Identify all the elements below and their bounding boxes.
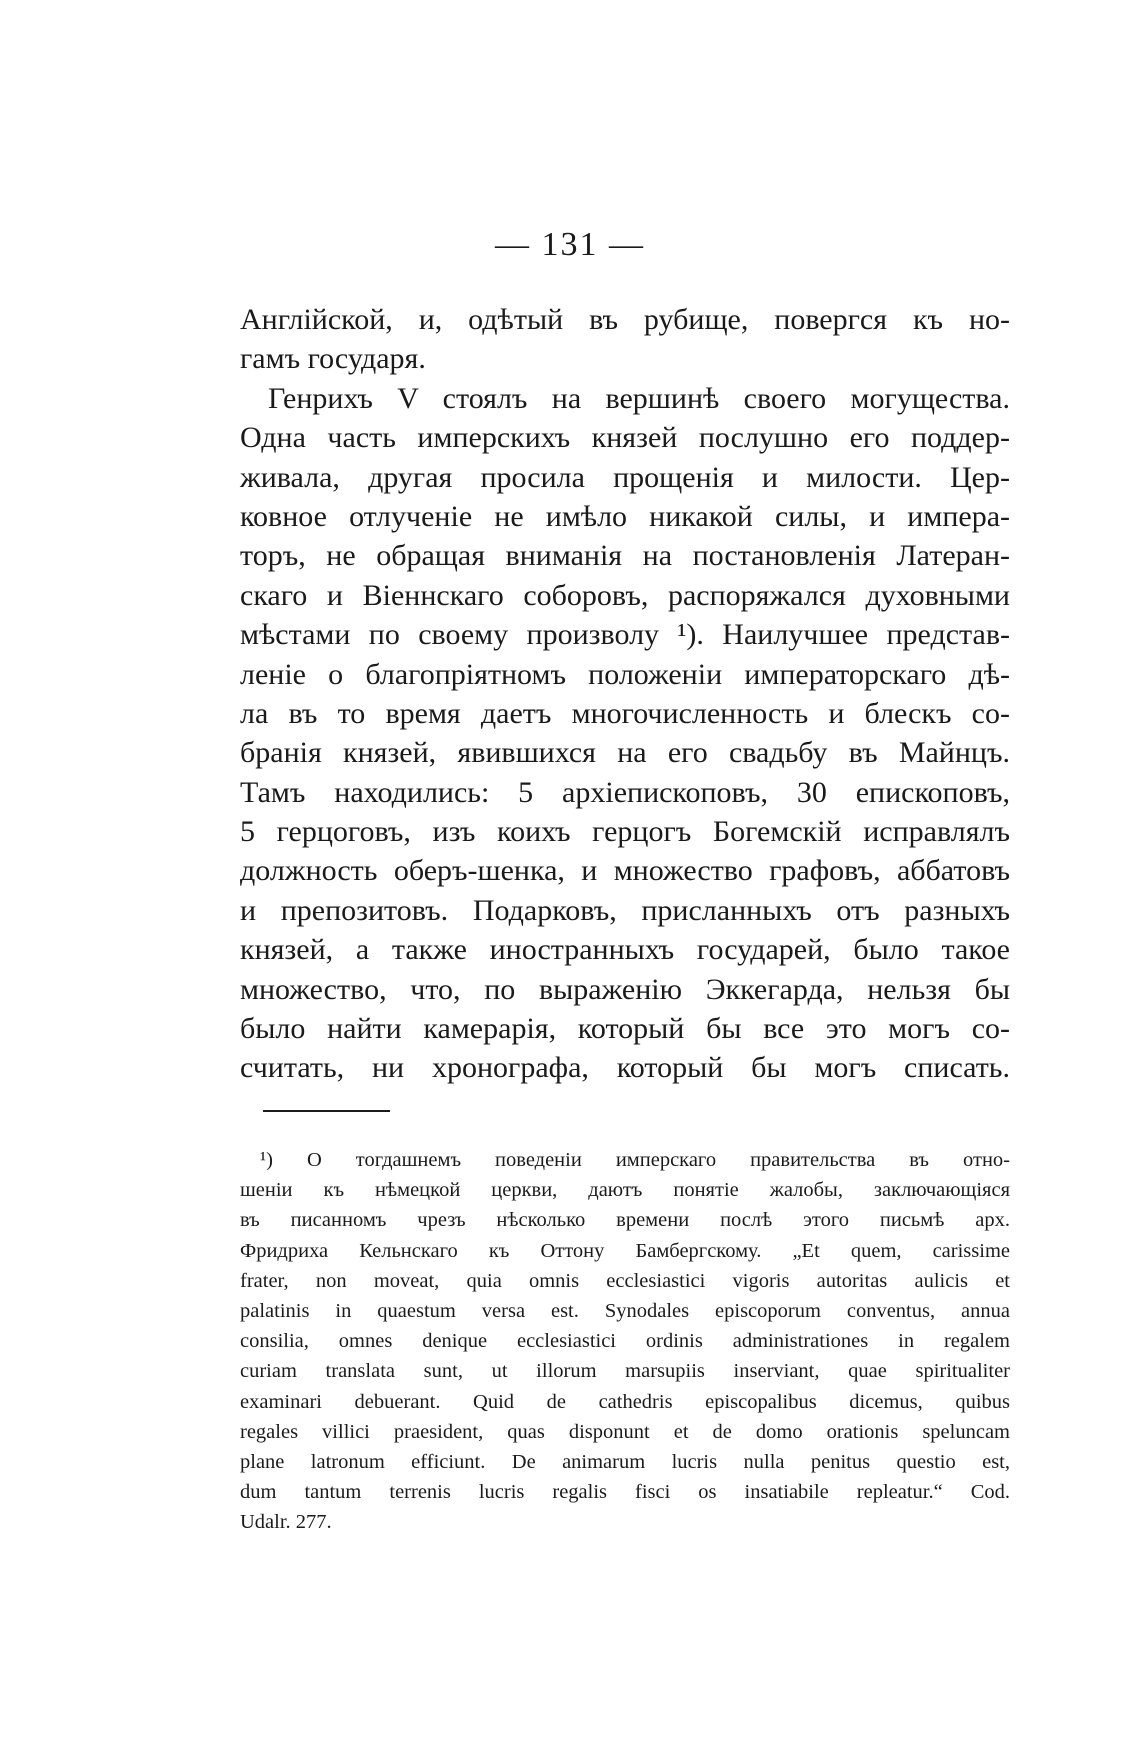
- text-line: бранія князей, явившихся на его свадьбу въ Майнцъ.: [240, 736, 1010, 770]
- text-line: Одна часть имперскихъ князей послушно его поддер-: [240, 421, 1010, 455]
- text-line: леніе о благопріятномъ положеніи императорскаго дѣ-: [240, 657, 1010, 691]
- footnote-line: consilia, omnes denique ecclesiastici ordinis administrationes in regalem: [240, 1330, 1010, 1353]
- text-line: Тамъ находились: 5 архіепископовъ, 30 епископовъ,: [240, 775, 1010, 809]
- footnote-line: curiam translata sunt, ut illorum marsupiis inserviant, quae spiritualiter: [240, 1360, 1010, 1383]
- footnote-line: plane latronum efficiunt. De animarum lucris nulla penitus questio est,: [240, 1450, 1010, 1473]
- text-line: торъ, не обращая вниманія на постановленія Латеран-: [240, 539, 1010, 573]
- text-line: 5 герцоговъ, изъ коихъ герцогъ Богемскій исправлялъ: [240, 815, 1010, 849]
- text-line: ковное отлученіе не имѣло никакой силы, и импера-: [240, 499, 1010, 533]
- footnote: [240, 1145, 1010, 1537]
- text-line: должность оберъ-шенка, и множество графовъ, аббатовъ: [240, 854, 1010, 888]
- text-line: и препозитовъ. Подарковъ, присланныхъ отъ разныхъ: [240, 893, 1010, 927]
- text-line: множество, что, по выраженію Эккегарда, нельзя бы: [240, 972, 1010, 1006]
- footnote-line: ¹) О тогдашнемъ поведеніи имперскаго правительства въ отно-: [260, 1149, 1010, 1171]
- page-number: — 131 —: [495, 226, 645, 263]
- text-line: князей, а также иностранныхъ государей, было такое: [240, 933, 1010, 967]
- footnote-line: dum tantum terrenis lucris regalis fisci os insatiabile repleatur.“ Cod.: [240, 1481, 1010, 1504]
- text-line: Англійской, и, одѣтый въ рубище, повергся къ но-: [240, 303, 1010, 336]
- text-line: было найти камерарія, который бы все это могъ со-: [240, 1012, 1010, 1046]
- footnote-line: Udalr. 277.: [240, 1511, 332, 1534]
- footnote-line: Фридриха Кельнскаго къ Оттону Бамбергскому. „Et quem, carissime: [240, 1239, 1010, 1262]
- footnote-line: palatinis in quaestum versa est. Synodales episcoporum conventus, annua: [240, 1299, 1010, 1322]
- footnote-divider: [263, 1110, 390, 1112]
- text-line: ла въ то время даетъ многочисленность и блескъ со-: [240, 696, 1010, 730]
- text-line: живала, другая просила прощенія и милости. Цер-: [240, 460, 1010, 494]
- text-line: скаго и Віеннскаго соборовъ, распоряжался духовными: [240, 578, 1010, 612]
- footnote-line: frater, non moveat, quia omnis ecclesiastici vigoris autoritas aulicis et: [240, 1269, 1010, 1292]
- footnote-line: examinari debuerant. Quid de cathedris episcopalibus dicemus, quibus: [240, 1390, 1010, 1413]
- text-line: гамъ государя.: [240, 342, 426, 376]
- main-text: [240, 300, 1010, 1088]
- footnote-line: regales villici praesident, quas disponunt et de domo orationis speluncam: [240, 1420, 1010, 1443]
- text-line: считать, ни хронографа, который бы могъ списать.: [240, 1051, 1010, 1085]
- footnote-line: шеніи къ нѣмецкой церкви, даютъ понятіе жалобы, заключающіяся: [240, 1179, 1010, 1202]
- text-line: мѣстами по своему произволу ¹). Наилучшее представ-: [240, 618, 1010, 652]
- footnote-line: въ писанномъ чрезъ нѣсколько времени послѣ этого письмѣ арх.: [240, 1209, 1010, 1232]
- text-line: Генрихъ V стоялъ на вершинѣ своего могущества.: [268, 381, 1010, 415]
